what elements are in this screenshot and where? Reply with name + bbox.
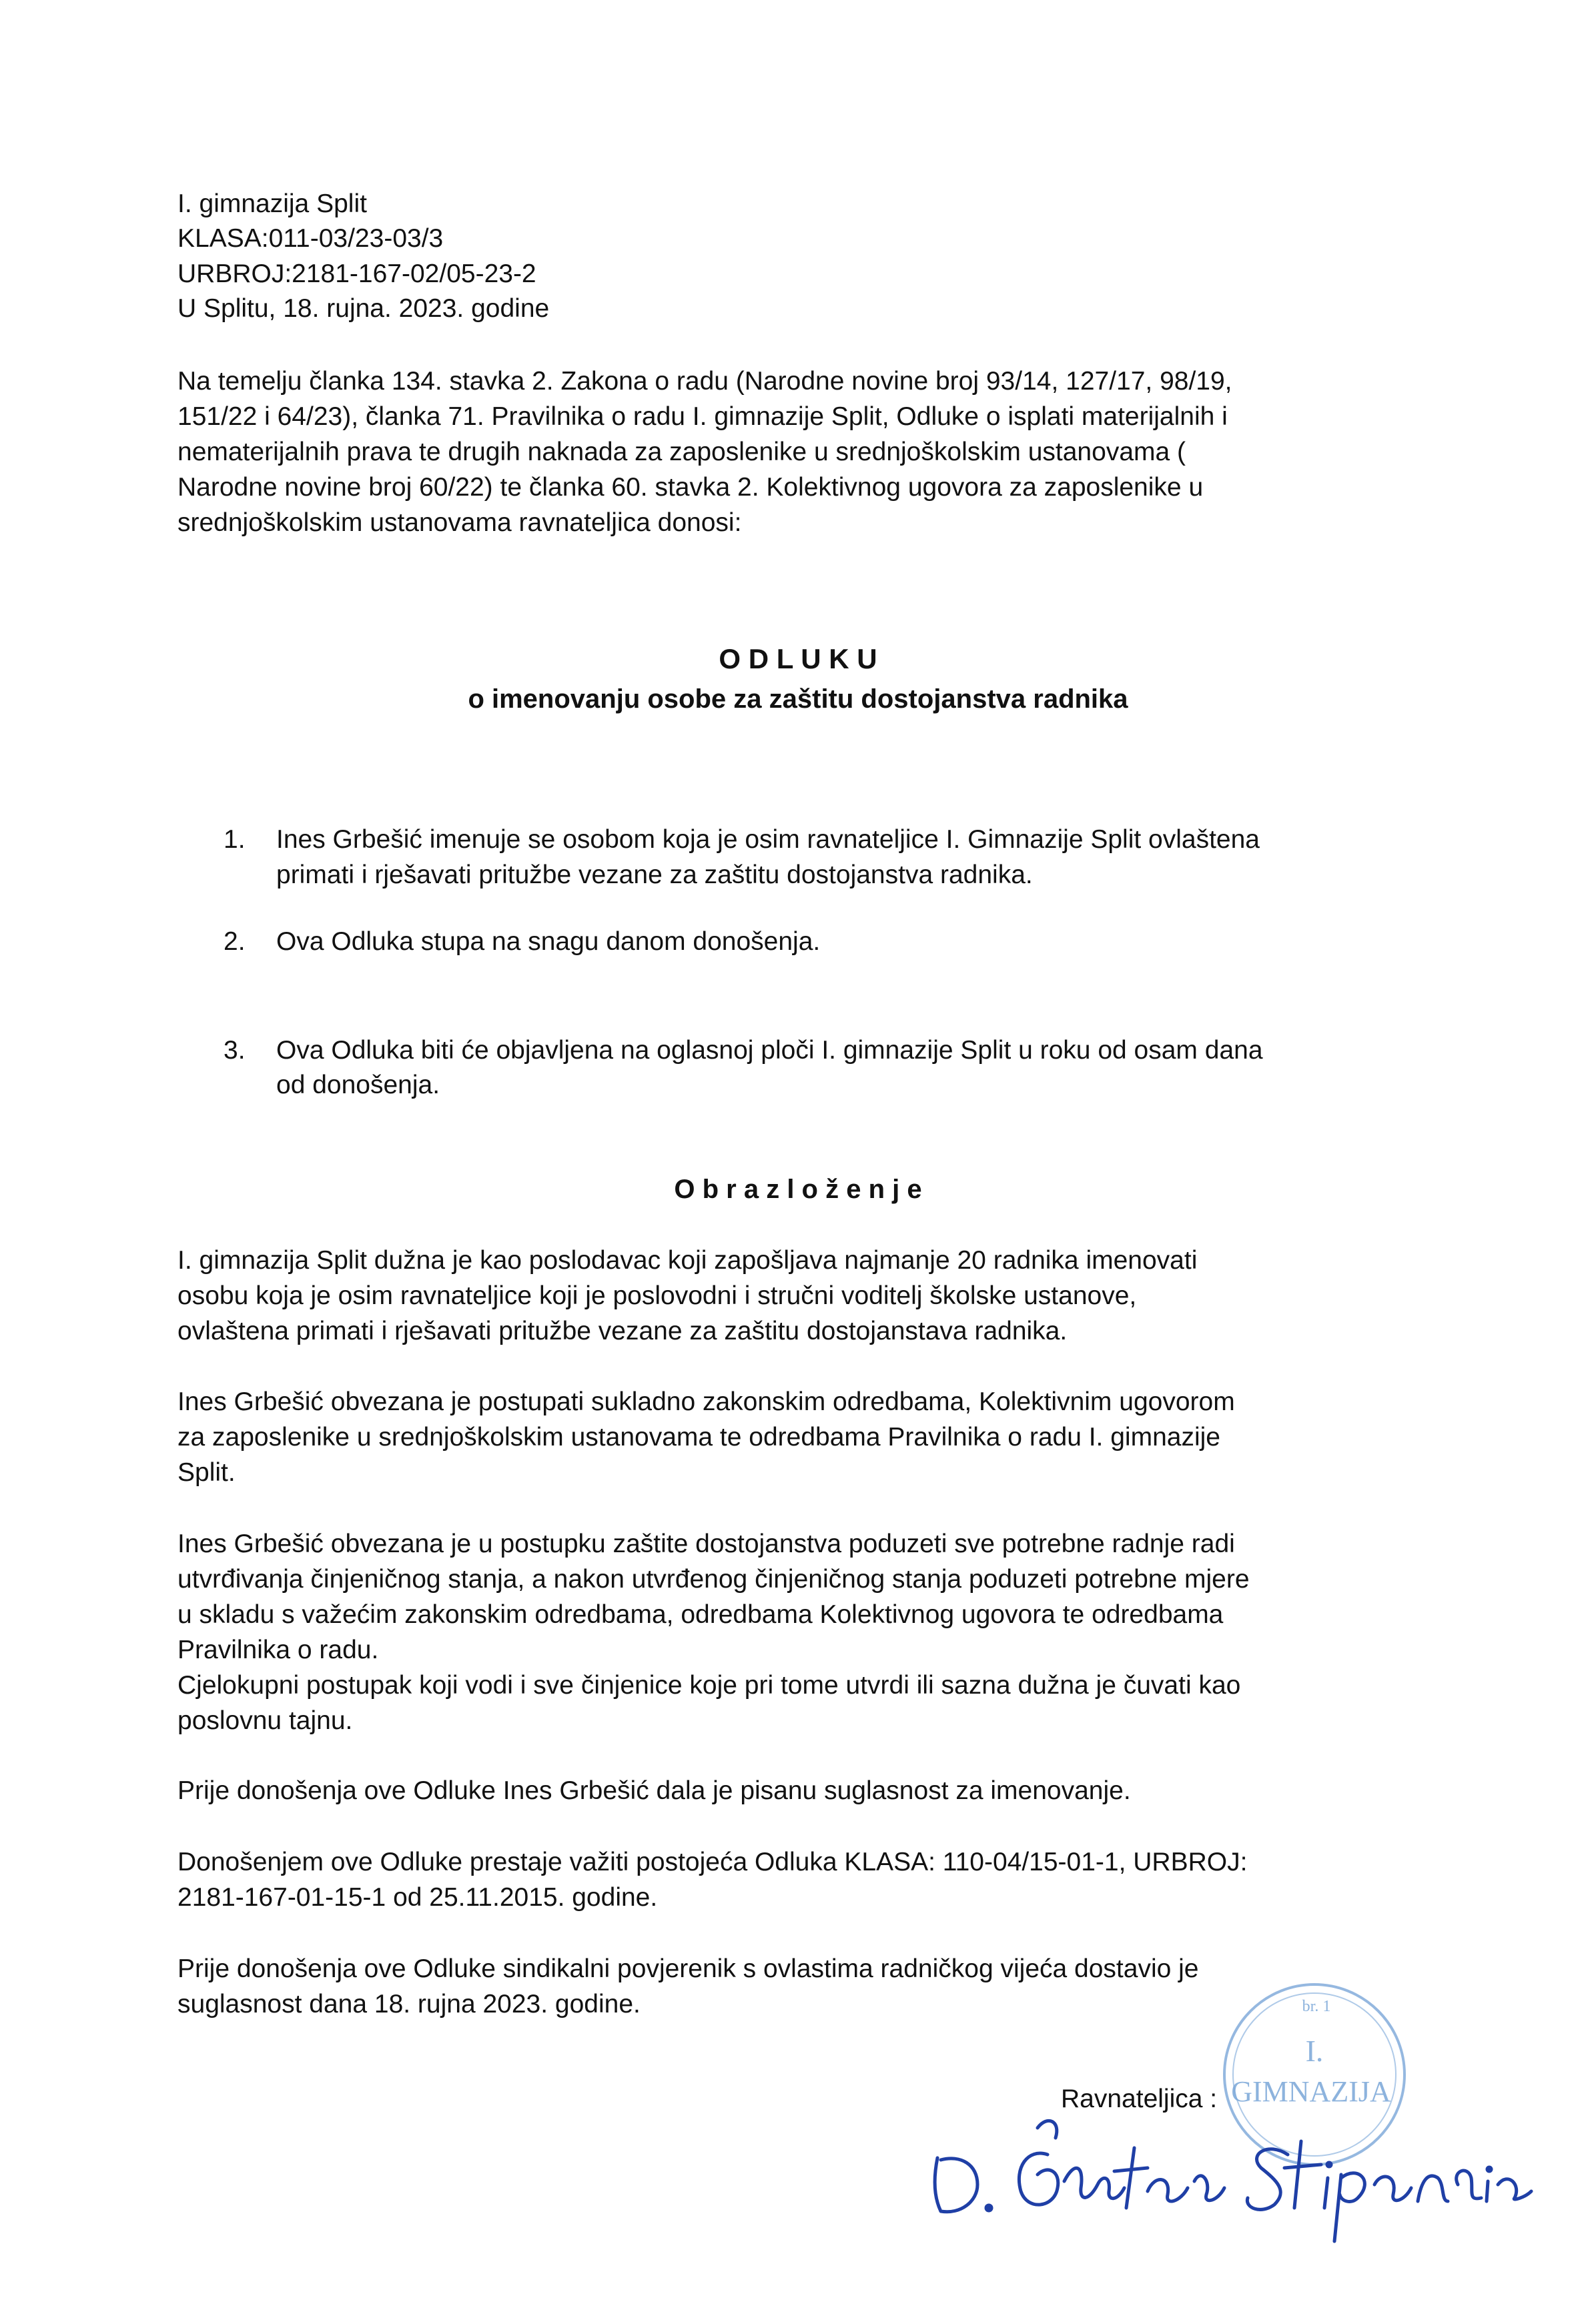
preamble-line: nematerijalnih prava te drugih naknada za zaposlenike u srednjoškolskim ustanovama (	[177, 438, 1186, 466]
item-line: Ova Odluka biti će objavljena na oglasnoj ploči I. gimnazije Split u roku od osam dana	[276, 1036, 1263, 1065]
explanation-line: Pravilnika o radu.	[177, 1636, 379, 1664]
stamp-center-text: I.	[1305, 2034, 1324, 2068]
preamble-line: 151/22 i 64/23), članka 71. Pravilnika o radu I. gimnazije Split, Odluke o isplati materijalnih i	[177, 402, 1228, 431]
explanation-line: Cjelokupni postupak koji vodi i sve činjenice koje pri tome utvrdi ili sazna dužna je čuvati kao	[177, 1671, 1241, 1700]
explanation-line: 2181-167-01-15-1 od 25.11.2015. godine.	[177, 1883, 658, 1912]
item-line: Ines Grbešić imenuje se osobom koja je osim ravnateljice I. Gimnazije Split ovlaštena	[276, 825, 1260, 854]
item-line: Ova Odluka stupa na snagu danom donošenja.	[276, 927, 821, 956]
explanation-line: poslovnu tajnu.	[177, 1706, 353, 1735]
urbroj: URBROJ:2181-167-02/05-23-2	[177, 259, 536, 288]
explanation-line: za zaposlenike u srednjoškolskim ustanovama te odredbama Pravilnika o radu I. gimnazije	[177, 1423, 1220, 1451]
explanation-line: Ines Grbešić obvezana je u postupku zaštite dostojanstva poduzeti sve potrebne radnje radi	[177, 1530, 1235, 1558]
explanation-line: I. gimnazija Split dužna je kao poslodavac koji zapošljava najmanje 20 radnika imenovati	[177, 1246, 1198, 1275]
explanation-title: O b r a z l o ž e n j e	[674, 1175, 922, 1204]
signature-label: Ravnateljica :	[1061, 2085, 1218, 2113]
handwritten-signature	[914, 2101, 1535, 2248]
explanation-line: Split.	[177, 1458, 236, 1487]
explanation-line: Donošenjem ove Odluke prestaje važiti postojeća Odluka KLASA: 110-04/15-01-1, URBROJ:	[177, 1848, 1248, 1876]
preamble-line: Na temelju članka 134. stavka 2. Zakona o radu (Narodne novine broj 93/14, 127/17, 98/19,	[177, 367, 1232, 396]
explanation-line: u skladu s važećim zakonskim odredbama, odredbama Kolektivnog ugovora te odredbama	[177, 1600, 1224, 1629]
explanation-line: ovlaštena primati i rješavati pritužbe vezane za zaštitu dostojanstava radnika.	[177, 1317, 1068, 1345]
item-number: 3.	[224, 1036, 246, 1065]
explanation-line: suglasnost dana 18. rujna 2023. godine.	[177, 1990, 641, 2018]
item-line: od donošenja.	[276, 1071, 440, 1099]
stamp-bottom-text: GIMNAZIJA	[1231, 2075, 1391, 2108]
item-line: primati i rješavati pritužbe vezane za zaštitu dostojanstva radnika.	[276, 860, 1033, 889]
stamp-top-text: br. 1	[1302, 1998, 1331, 2015]
item-number: 1.	[224, 825, 246, 854]
item-number: 2.	[224, 927, 246, 956]
preamble-line: srednjoškolskim ustanovama ravnateljica donosi:	[177, 508, 742, 537]
explanation-line: utvrđivanja činjeničnog stanja, a nakon utvrđenog činjeničnog stanja poduzeti potrebne mjere	[177, 1565, 1250, 1594]
preamble-line: Narodne novine broj 60/22) te članka 60. stavka 2. Kolektivnog ugovora za zaposlenike u	[177, 473, 1204, 502]
explanation-line: osobu koja je osim ravnateljice koji je poslovodni i stručni voditelj školske ustanove,	[177, 1281, 1137, 1310]
explanation-line: Ines Grbešić obvezana je postupati sukladno zakonskim odredbama, Kolektivnim ugovorom	[177, 1387, 1235, 1416]
document-subtitle: o imenovanju osobe za zaštitu dostojanstva radnika	[468, 684, 1128, 714]
document-title: O D L U K U	[719, 643, 877, 674]
school-name: I. gimnazija Split	[177, 189, 367, 218]
explanation-line: Prije donošenja ove Odluke Ines Grbešić dala je pisanu suglasnost za imenovanje.	[177, 1776, 1131, 1805]
explanation-line: Prije donošenja ove Odluke sindikalni povjerenik s ovlastima radničkog vijeća dostavio je	[177, 1954, 1199, 1983]
document-date: U Splitu, 18. rujna. 2023. godine	[177, 294, 550, 323]
klasa: KLASA:011-03/23-03/3	[177, 224, 444, 253]
